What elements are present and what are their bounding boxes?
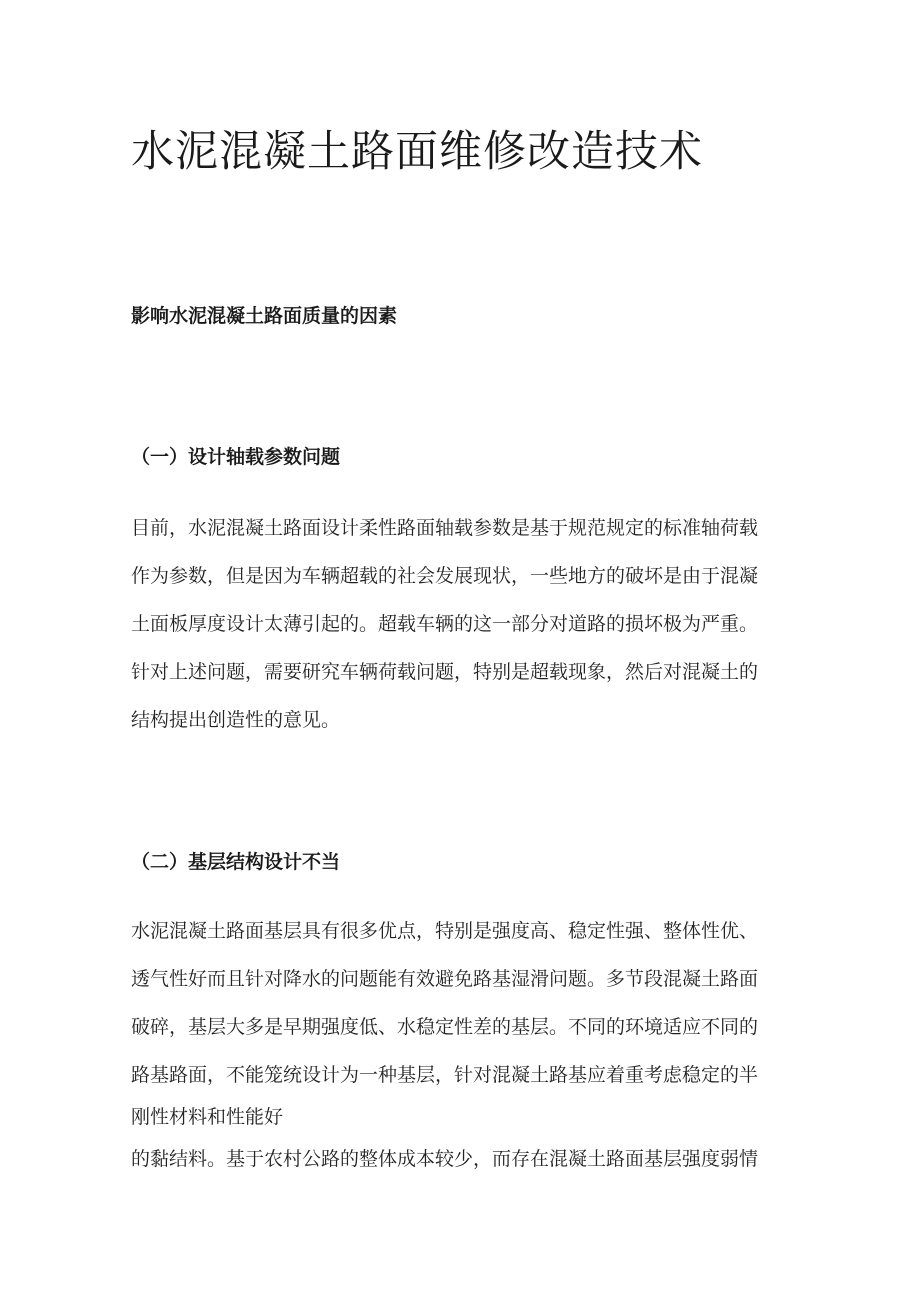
section-heading: 影响水泥混凝土路面质量的因素 <box>131 305 398 327</box>
paragraph-1 <box>131 504 793 744</box>
paragraph-2 <box>131 907 793 1183</box>
paragraph-line: 透气性好而且针对降水的问题能有效避免路基湿滑问题。多节段混凝土路面 <box>131 968 759 990</box>
paragraph-line: 水泥混凝土路面基层具有很多优点，特别是强度高、稳定性强、整体性优、 <box>131 920 759 942</box>
paragraph-line: 目前，水泥混凝土路面设计柔性路面轴载参数是基于规范规定的标准轴荷载 <box>131 517 759 539</box>
subsection-heading-2: （二）基层结构设计不当 <box>131 851 341 873</box>
paragraph-line: 结构提出创造性的意见。 <box>131 709 341 731</box>
paragraph-line: 的黏结料。基于农村公路的整体成本较少，而存在混凝土路面基层强度弱情 <box>131 1148 759 1170</box>
subsection-heading-1: （一）设计轴载参数问题 <box>131 446 341 468</box>
paragraph-line: 刚性材料和性能好 <box>131 1106 284 1128</box>
paragraph-line: 作为参数，但是因为车辆超载的社会发展现状，一些地方的破坏是由于混凝 <box>131 565 759 587</box>
paragraph-line: 路基路面，不能笼统设计为一种基层，针对混凝土路基应着重考虑稳定的半 <box>131 1064 759 1086</box>
paragraph-line: 土面板厚度设计太薄引起的。超载车辆的这一部分对道路的损坏极为严重。 <box>131 613 759 635</box>
document-title: 水泥混凝土路面维修改造技术 <box>131 127 703 177</box>
paragraph-line: 破碎，基层大多是早期强度低、水稳定性差的基层。不同的环境适应不同的 <box>131 1016 759 1038</box>
paragraph-line: 针对上述问题，需要研究车辆荷载问题，特别是超载现象，然后对混凝土的 <box>131 661 759 683</box>
